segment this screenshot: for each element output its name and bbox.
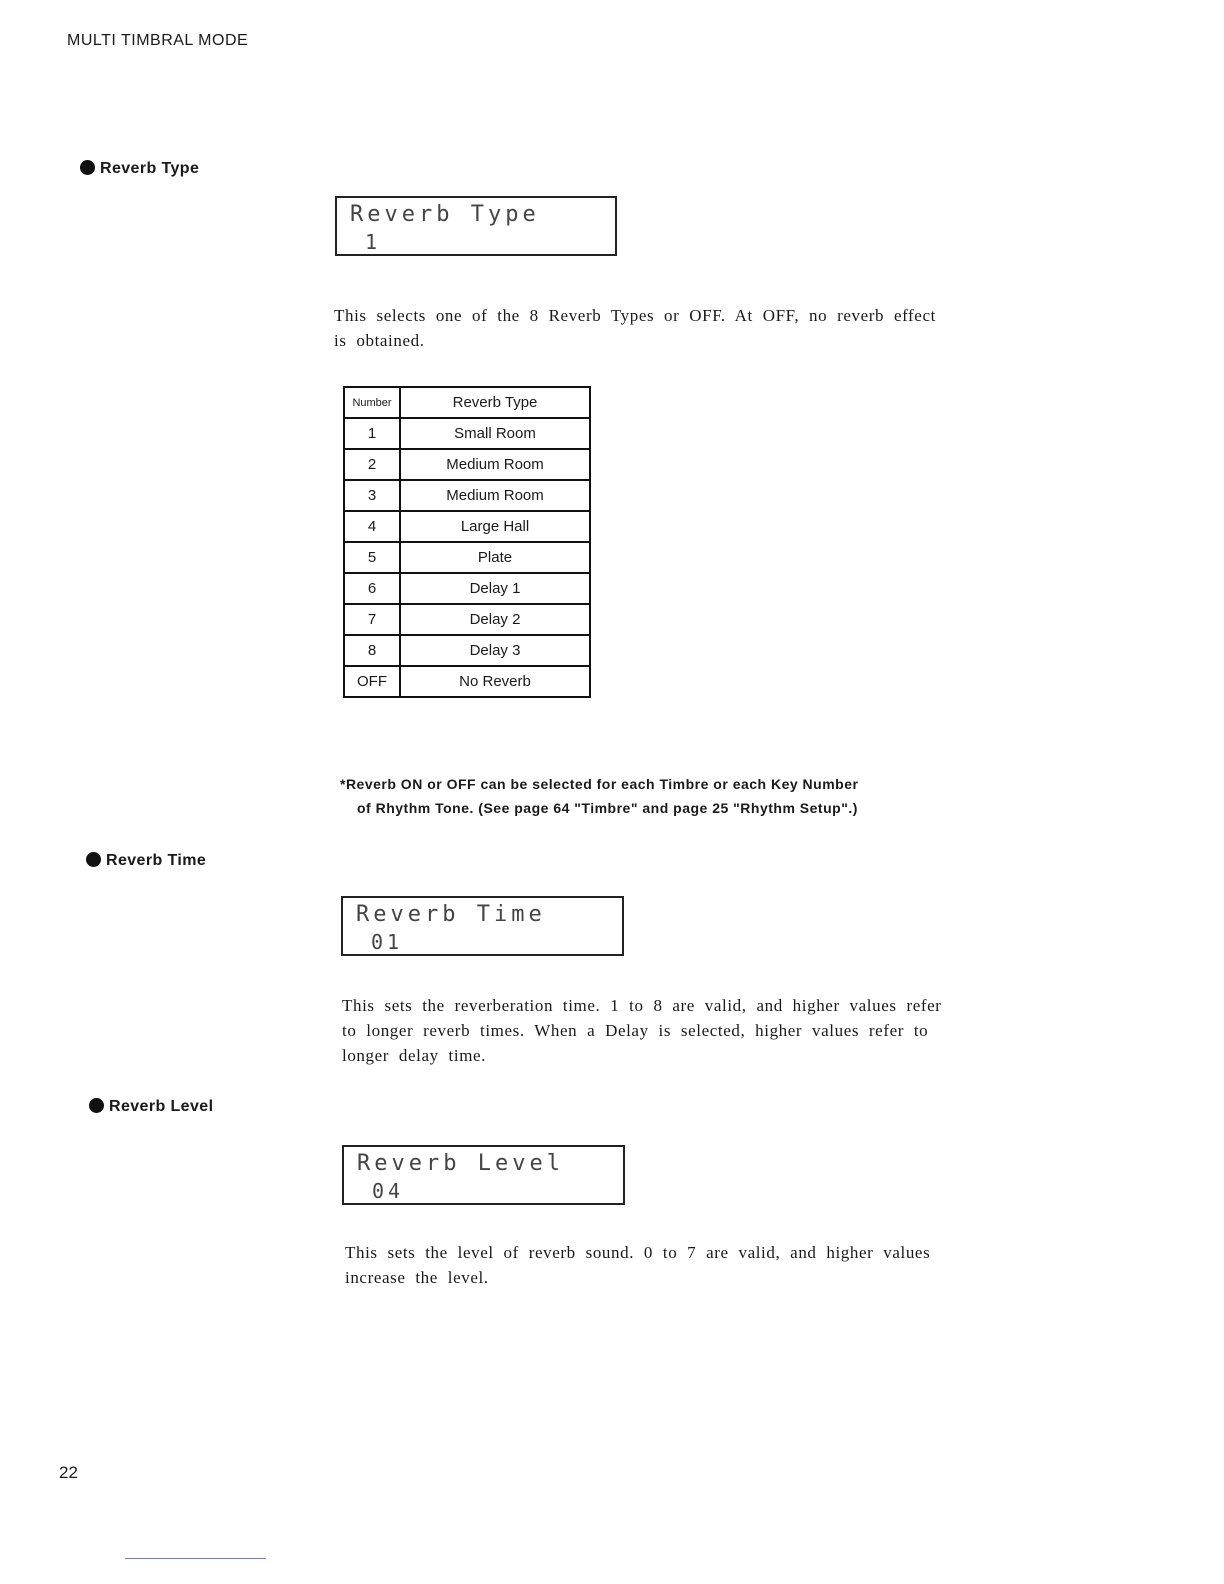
table-cell-type: Small Room — [400, 418, 590, 449]
reverb-note — [340, 772, 980, 820]
table-cell-type: Large Hall — [400, 511, 590, 542]
reverb-type-description: This selects one of the 8 Reverb Types or OFF. At OFF, no reverb effect is obtained. — [334, 306, 936, 350]
table-cell-number: 3 — [344, 480, 400, 511]
reverb-level-description: This sets the level of reverb sound. 0 to 7 are valid, and higher values increase the level. — [345, 1243, 931, 1287]
table-row — [344, 604, 590, 635]
bullet-icon — [89, 1098, 104, 1113]
table-cell-type: Delay 2 — [400, 604, 590, 635]
lcd-line2: 1 — [365, 230, 382, 254]
table-row — [344, 666, 590, 697]
reverb-time-heading-text: Reverb Time — [106, 852, 207, 869]
reverb-time-description: This sets the reverberation time. 1 to 8 are valid, and higher values refer to longer reverb times. When a Delay is selected, higher values refer to longer delay time. — [342, 996, 942, 1065]
table-cell-type: Delay 3 — [400, 635, 590, 666]
reverb-type-heading — [80, 160, 199, 178]
table-header-type: Reverb Type — [400, 387, 590, 418]
table-cell-number: OFF — [344, 666, 400, 697]
table-row — [344, 635, 590, 666]
page-number: 22 — [59, 1463, 78, 1482]
reverb-note-line2: of Rhythm Tone. (See page 64 "Timbre" and page 25 "Rhythm Setup".) — [357, 800, 858, 816]
table-cell-number: 2 — [344, 449, 400, 480]
table-cell-number: 1 — [344, 418, 400, 449]
reverb-type-lcd — [335, 196, 617, 256]
reverb-note-line1: *Reverb ON or OFF can be selected for each Timbre or each Key Number — [340, 776, 859, 792]
reverb-type-table — [343, 386, 591, 698]
table-cell-number: 8 — [344, 635, 400, 666]
table-row — [344, 542, 590, 573]
table-cell-number: 4 — [344, 511, 400, 542]
footer-rule — [125, 1558, 266, 1559]
lcd-line1: Reverb Type — [350, 202, 540, 227]
table-cell-type: Medium Room — [400, 480, 590, 511]
table-row — [344, 449, 590, 480]
table-header-number: Number — [344, 387, 400, 418]
reverb-time-heading — [86, 852, 206, 870]
reverb-level-heading-text: Reverb Level — [109, 1098, 214, 1115]
table-row — [344, 511, 590, 542]
bullet-icon — [80, 160, 95, 175]
reverb-type-heading-text: Reverb Type — [100, 160, 200, 177]
lcd-line2: 04 — [372, 1179, 405, 1203]
table-cell-type: No Reverb — [400, 666, 590, 697]
table-row — [344, 573, 590, 604]
reverb-level-lcd — [342, 1145, 625, 1205]
table-cell-number: 7 — [344, 604, 400, 635]
table-cell-number: 5 — [344, 542, 400, 573]
reverb-level-heading — [89, 1098, 213, 1116]
table-cell-type: Delay 1 — [400, 573, 590, 604]
table-cell-type: Plate — [400, 542, 590, 573]
lcd-line1: Reverb Time — [356, 902, 546, 927]
reverb-time-lcd — [341, 896, 624, 956]
page-header: MULTI TIMBRAL MODE — [67, 32, 249, 49]
table-row — [344, 418, 590, 449]
table-row — [344, 480, 590, 511]
lcd-line1: Reverb Level — [357, 1151, 564, 1176]
bullet-icon — [86, 852, 101, 867]
table-cell-number: 6 — [344, 573, 400, 604]
table-header-row — [344, 387, 590, 418]
table-cell-type: Medium Room — [400, 449, 590, 480]
lcd-line2: 01 — [371, 930, 404, 954]
